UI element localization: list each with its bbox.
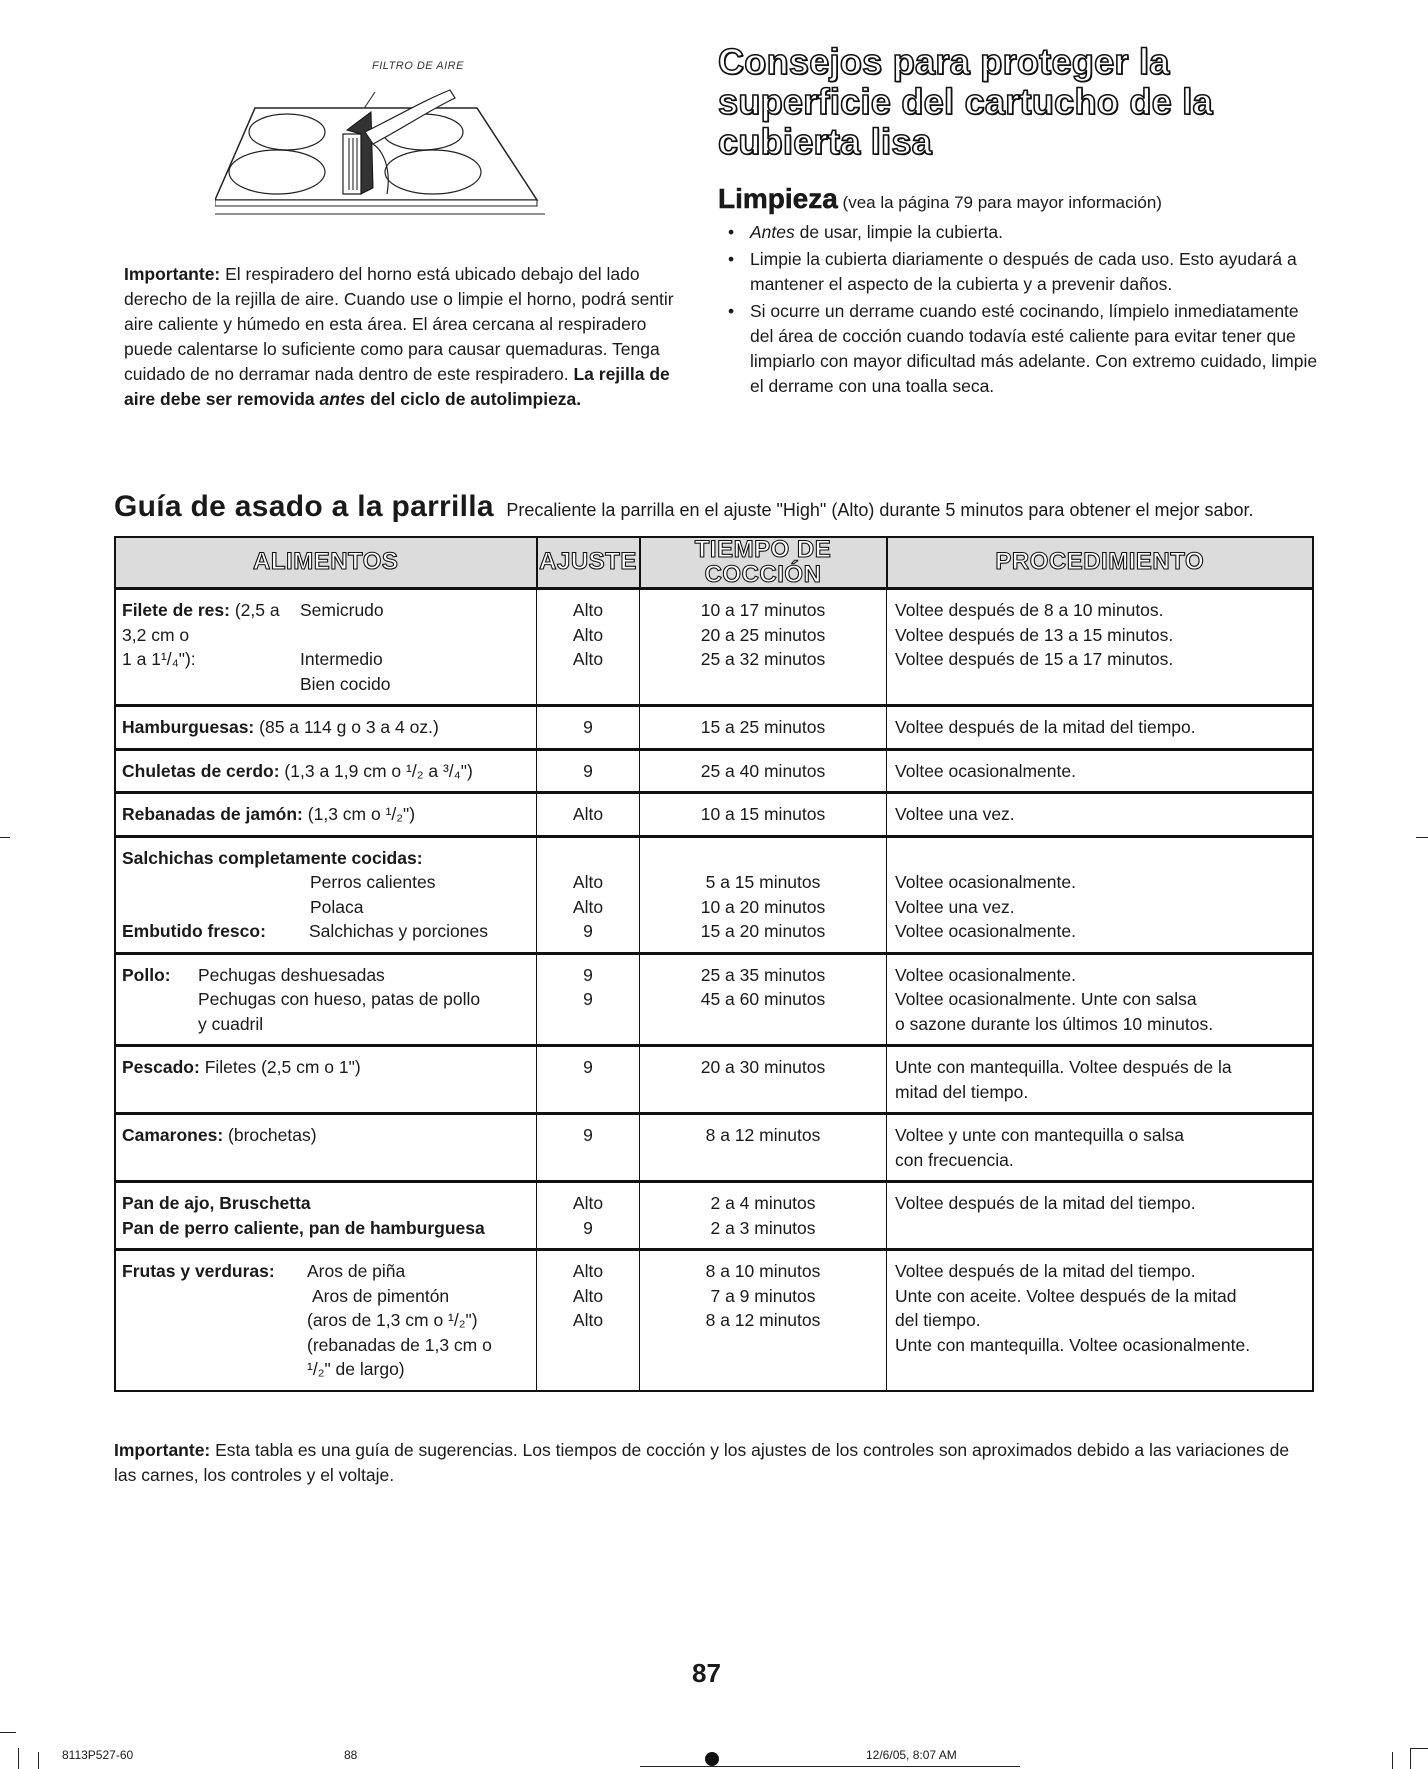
time-value: 8 a 12 minutos — [640, 1114, 887, 1182]
procedure-text: Voltee ocasionalmente. — [895, 872, 1076, 892]
table-row — [115, 1182, 1313, 1250]
registration-mark — [1416, 837, 1428, 838]
time-cell — [640, 953, 887, 1046]
time-value: 20 a 30 minutos — [640, 1046, 887, 1114]
procedure-text: Voltee ocasionalmente. — [887, 749, 1314, 793]
setting-cell — [537, 1182, 640, 1250]
header-setting: AJUSTE — [537, 537, 640, 589]
procedure-text: Voltee una vez. — [887, 793, 1314, 837]
food-label: Pescado: — [122, 1057, 200, 1077]
time-value: 25 a 35 minutos — [700, 964, 826, 985]
food-cell — [115, 1046, 537, 1114]
procedure-text: con frecuencia. — [895, 1149, 1014, 1170]
important-text: Esta tabla es una guía de sugerencias. Los tiempos de cocción y los ajustes de los controles son aproximados debido a las variaciones de las carnes, los controles y el voltaje. — [114, 1440, 1290, 1485]
setting-value: 9 — [537, 1046, 640, 1114]
time-value: 10 a 17 minutos — [700, 600, 826, 620]
table-row — [115, 793, 1313, 837]
footer-date: 12/6/05, 8:07 AM — [866, 1748, 957, 1762]
food-detail: Filetes (2,5 cm o 1") — [204, 1057, 361, 1077]
section-title: Consejos para proteger la superficie del cartucho de la cubierta lisa — [718, 41, 1213, 162]
time-value: 15 a 25 minutos — [640, 706, 887, 750]
food-label: Rebanadas de jamón: — [122, 804, 303, 824]
time-value: 15 a 20 minutos — [700, 921, 826, 941]
setting-cell — [537, 1250, 640, 1391]
procedure-text: Voltee después de 8 a 10 minutos. — [895, 600, 1164, 620]
food-detail: Pechugas deshuesadas — [198, 964, 385, 985]
important-bold-b: del ciclo de autolimpieza. — [370, 389, 582, 409]
header-foods: ALIMENTOS — [115, 537, 537, 589]
procedure-text: Voltee ocasionalmente. — [895, 921, 1076, 941]
procedure-text: Voltee ocasionalmente. — [895, 964, 1076, 985]
procedure-text: Unte con mantequilla. Voltee ocasionalmente. — [895, 1334, 1251, 1355]
setting-value: Alto — [572, 1261, 604, 1281]
footer-code: 8113P527-60 — [62, 1748, 134, 1762]
cleaning-bullet: • Si ocurre un derrame cuando esté cocinando, límpielo inmediatamente del área de cocción cuando todavía esté caliente para evitar tener que limpiarlo con mayor dificultad más adelante. Con extremo cuidado, limpie el derrame con una toalla seca. — [718, 299, 1318, 399]
setting-value: Alto — [572, 1310, 604, 1330]
setting-cell — [537, 836, 640, 953]
setting-value: 9 — [583, 964, 593, 985]
grill-guide-table — [114, 536, 1314, 1392]
food-detail: Intermedio — [300, 649, 383, 669]
cleaning-heading-line — [718, 183, 1318, 215]
time-value: 20 a 25 minutos — [700, 624, 826, 645]
procedure-cell — [887, 1046, 1314, 1114]
food-cell — [115, 793, 537, 837]
food-label: Frutas y verduras: — [122, 1261, 275, 1281]
setting-value: 9 — [537, 706, 640, 750]
important-bold-a: La rejilla de aire debe ser removida — [124, 364, 670, 409]
procedure-text: Voltee después de 15 a 17 minutos. — [895, 649, 1174, 669]
cleaning-bullet: • Limpie la cubierta diariamente o después de cada uso. Esto ayudará a mantener el aspecto de la cubierta y a prevenir daños. — [718, 247, 1318, 297]
food-detail: Bien cocido — [300, 673, 391, 694]
setting-cell — [537, 589, 640, 706]
guide-intro: Precaliente la parrilla en el ajuste "High" (Alto) durante 5 minutos para obtener el mejor sabor. — [506, 500, 1254, 520]
food-detail: Semicrudo — [300, 600, 384, 620]
procedure-text: Voltee y unte con mantequilla o salsa — [895, 1125, 1184, 1145]
setting-value: 9 — [537, 1114, 640, 1182]
registration-mark-icon — [705, 1752, 719, 1766]
setting-value: 9 — [583, 1217, 593, 1238]
food-detail: Perros calientes — [310, 872, 436, 892]
important-lead: Importante: — [114, 1440, 211, 1460]
cleaning-bullet1-italic: Antes — [750, 222, 795, 242]
food-detail: ¹/₂" de largo) — [307, 1359, 405, 1379]
time-value: 25 a 32 minutos — [700, 649, 826, 669]
table-row — [115, 836, 1313, 953]
food-cell — [115, 749, 537, 793]
table-row — [115, 953, 1313, 1046]
food-detail: Aros de pimentón — [312, 1285, 450, 1306]
important-text: El respiradero del horno está ubicado debajo del lado derecho de la rejilla de aire. Cuando use o limpie el horno, podrá sentir aire caliente y húmedo en esta área. El área cercana al respiradero puede calentarse lo suficiente como para causar quemaduras. Tenga cuidado de no derramar nada dentro de este respiradero. — [124, 264, 674, 384]
procedure-text: Voltee después de la mitad del tiempo. — [887, 706, 1314, 750]
procedure-text: Voltee después de 13 a 15 minutos. — [895, 624, 1174, 645]
procedure-cell — [887, 1114, 1314, 1182]
procedure-text: Voltee una vez. — [895, 896, 1015, 917]
food-cell — [115, 706, 537, 750]
food-label: Embutido fresco: — [122, 921, 266, 941]
food-detail: (brochetas) — [228, 1125, 317, 1145]
procedure-text: o sazone durante los últimos 10 minutos. — [895, 1013, 1214, 1034]
crop-mark — [1392, 1752, 1393, 1769]
table-row — [115, 1114, 1313, 1182]
food-detail: Aros de piña — [307, 1261, 406, 1281]
food-detail: (rebanadas de 1,3 cm o — [307, 1334, 492, 1355]
setting-value: Alto — [537, 793, 640, 837]
cleaning-bullet1-text: de usar, limpie la cubierta. — [799, 222, 1003, 242]
food-detail: (aros de 1,3 cm o ¹/₂") — [307, 1310, 478, 1330]
food-detail: Salchichas y porciones — [309, 921, 488, 941]
time-value: 7 a 9 minutos — [710, 1285, 816, 1306]
food-size: (2,5 a 3,2 cm o — [122, 600, 280, 645]
food-cell — [115, 953, 537, 1046]
time-value: 5 a 15 minutos — [705, 872, 821, 892]
procedure-text: del tiempo. — [895, 1310, 981, 1330]
table-row — [115, 1250, 1313, 1391]
setting-value: Alto — [572, 600, 604, 620]
cleaning-bullet — [718, 220, 1318, 245]
setting-value: Alto — [572, 896, 604, 917]
crop-mark — [38, 1752, 39, 1769]
food-label: Pan de ajo, Bruschetta — [122, 1193, 311, 1213]
food-label: Pollo: — [122, 964, 171, 985]
cleaning-list — [718, 220, 1318, 401]
time-cell — [640, 589, 887, 706]
time-value: 10 a 15 minutos — [640, 793, 887, 837]
setting-value: Alto — [572, 624, 604, 645]
procedure-text: Unte con mantequilla. Voltee después de la — [895, 1057, 1232, 1077]
header-time: TIEMPO DE COCCIÓN — [640, 537, 887, 589]
procedure-cell — [887, 1250, 1314, 1391]
food-cell — [115, 836, 537, 953]
food-size: 1 a 1¹/₄"): — [122, 649, 196, 669]
crop-mark — [640, 1766, 1020, 1767]
procedure-text: Unte con aceite. Voltee después de la mitad — [895, 1285, 1237, 1306]
setting-value: 9 — [537, 749, 640, 793]
important-bold-italic: antes — [319, 389, 366, 409]
food-detail: (85 a 114 g o 3 a 4 oz.) — [259, 717, 439, 737]
food-label: Pan de perro caliente, pan de hamburguesa — [122, 1217, 485, 1238]
food-label: Filete de res: — [122, 600, 230, 620]
table-row — [115, 749, 1313, 793]
important-lead: Importante: — [124, 264, 221, 284]
food-cell — [115, 1182, 537, 1250]
food-detail: (1,3 a 1,9 cm o ¹/₂ a ³/₄") — [284, 760, 473, 781]
setting-value: 9 — [583, 989, 593, 1009]
setting-value: Alto — [572, 1285, 604, 1306]
time-cell — [640, 1182, 887, 1250]
setting-cell — [537, 953, 640, 1046]
time-value: 8 a 10 minutos — [705, 1261, 821, 1281]
food-detail: Polaca — [310, 896, 364, 917]
figure-label: FILTRO DE AIRE — [372, 60, 464, 72]
time-value: 25 a 40 minutos — [640, 749, 887, 793]
food-cell — [115, 1250, 537, 1391]
food-cell — [115, 1114, 537, 1182]
food-label: Hamburguesas: — [122, 717, 255, 737]
setting-value: Alto — [572, 649, 604, 669]
food-detail: y cuadril — [198, 1013, 264, 1034]
important-note-table — [114, 1438, 1314, 1488]
cleaning-heading: Limpieza — [718, 183, 838, 214]
header-procedure: PROCEDIMIENTO — [887, 537, 1314, 589]
table-row — [115, 706, 1313, 750]
time-value: 45 a 60 minutos — [700, 989, 826, 1009]
procedure-cell — [887, 836, 1314, 953]
time-value: 8 a 12 minutos — [705, 1310, 821, 1330]
procedure-text: Voltee después de la mitad del tiempo. — [887, 1182, 1314, 1250]
procedure-text: Voltee después de la mitad del tiempo. — [895, 1261, 1196, 1281]
footer-page: 88 — [344, 1748, 358, 1762]
crop-mark — [0, 1732, 16, 1733]
time-value: 10 a 20 minutos — [700, 896, 826, 917]
crop-mark — [1410, 1748, 1428, 1749]
cleaning-note: (vea la página 79 para mayor información) — [842, 193, 1162, 212]
guide-heading-line — [114, 490, 1334, 524]
procedure-text: Voltee ocasionalmente. Unte con salsa — [895, 989, 1197, 1009]
crop-mark — [18, 1748, 19, 1769]
food-label: Salchichas completamente cocidas: — [122, 847, 423, 868]
cooktop-air-filter-illustration — [215, 72, 545, 242]
food-detail: Pechugas con hueso, patas de pollo — [198, 989, 481, 1009]
important-note-vent — [124, 262, 684, 412]
food-cell — [115, 589, 537, 706]
registration-mark — [0, 837, 10, 838]
page-number: 87 — [692, 1658, 721, 1688]
time-value: 2 a 3 minutos — [710, 1217, 816, 1238]
setting-value: Alto — [572, 872, 604, 892]
table-row — [115, 589, 1313, 706]
time-cell — [640, 1250, 887, 1391]
time-cell — [640, 836, 887, 953]
procedure-cell — [887, 953, 1314, 1046]
time-value: 2 a 4 minutos — [710, 1193, 816, 1213]
food-detail: (1,3 cm o ¹/₂") — [307, 804, 416, 824]
food-label: Chuletas de cerdo: — [122, 760, 280, 781]
table-row — [115, 1046, 1313, 1114]
guide-title: Guía de asado a la parrilla — [114, 490, 494, 523]
procedure-text: mitad del tiempo. — [895, 1081, 1029, 1102]
table-header-row — [115, 537, 1313, 589]
food-label: Camarones: — [122, 1125, 224, 1145]
procedure-cell — [887, 589, 1314, 706]
setting-value: Alto — [572, 1193, 604, 1213]
crop-mark — [1410, 1748, 1411, 1769]
setting-value: 9 — [583, 921, 593, 941]
